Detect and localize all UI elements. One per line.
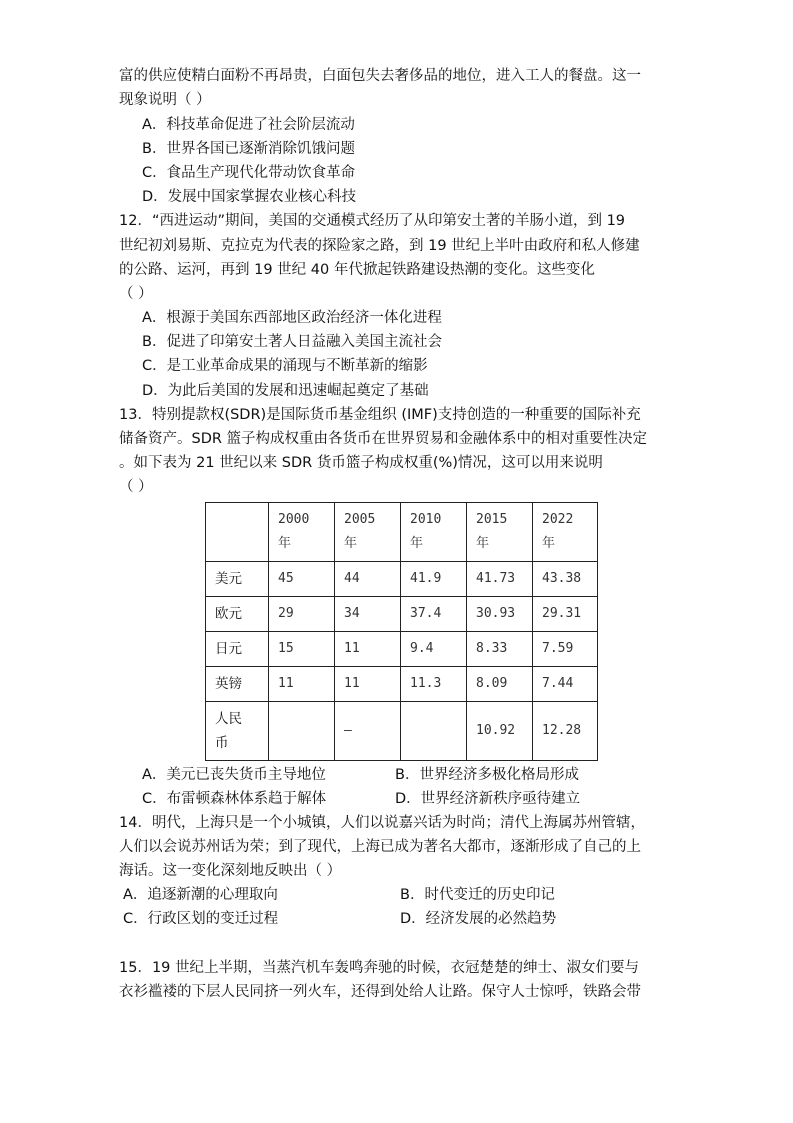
table-header-row: [206, 503, 598, 562]
table-cell: 11.3: [401, 667, 467, 702]
table-cell: 29.31: [533, 597, 598, 632]
table-row: [206, 597, 598, 632]
table-cell: 8.09: [467, 667, 533, 702]
table-cell: 43.38: [533, 562, 598, 597]
table-cell: 11: [335, 667, 401, 702]
year-header-2005: 2005 年: [335, 503, 401, 562]
q11-stem-line-1: 富的供应使精白面粉不再昂贵，白面包失去奢侈品的地位，进入工人的餐盘。这一: [119, 68, 641, 84]
table-cell: —: [335, 702, 401, 761]
table-cell: 7.59: [533, 632, 598, 667]
currency-label-usd: 美元: [206, 562, 269, 597]
year-header-2010: 2010 年: [401, 503, 467, 562]
q14-option-b: B．时代变迁的历史印记: [400, 887, 555, 903]
q13-stem-line-3: 。如下表为 21 世纪以来 SDR 货币篮子构成权重(%)情况，这可以用来说明: [119, 455, 603, 471]
q14-stem-line-3: 海话。这一变化深刻地反映出（ ）: [119, 863, 342, 879]
q11-option-c: C．食品生产现代化带动饮食革命: [142, 165, 356, 181]
table-row: [206, 702, 598, 761]
q13-option-a: A．美元已丧失货币主导地位: [142, 767, 326, 783]
q14-stem-line-1: 14．明代，上海只是一个小城镇，人们以说嘉兴话为时尚；清代上海属苏州管辖，: [119, 815, 645, 831]
table-cell: 37.4: [401, 597, 467, 632]
table-cell: [269, 702, 335, 761]
q12-stem-line-1: 12．“西进运动”期间，美国的交通模式经历了从印第安土著的羊肠小道，到 19: [119, 213, 626, 229]
q15-stem-line-1: 15．19 世纪上半期，当蒸汽机车轰鸣奔驰的时候，衣冠楚楚的绅士、淑女们要与: [119, 960, 640, 976]
table-cell: 44: [335, 562, 401, 597]
table-cell: 11: [269, 667, 335, 702]
table-row: [206, 667, 598, 702]
q14-option-d: D．经济发展的必然趋势: [400, 911, 557, 927]
q14-option-a: A．追逐新潮的心理取向: [123, 887, 278, 903]
q13-stem-line-1: 13．特别提款权(SDR)是国际货币基金组织 (IMF)支持创造的一种重要的国际补充: [119, 407, 641, 423]
table-cell: 15: [269, 632, 335, 667]
q12-stem-line-2: 世纪初刘易斯、克拉克为代表的探险家之路，到 19 世纪上半叶由政府和私人修建: [119, 238, 640, 254]
q13-answer-paren: （ ）: [119, 479, 153, 495]
year-header-2022: 2022 年: [533, 503, 598, 562]
table-cell: [401, 702, 467, 761]
table-cell: 45: [269, 562, 335, 597]
table-cell: 34: [335, 597, 401, 632]
currency-label-jpy: 日元: [206, 632, 269, 667]
currency-label-cny: 人民 币: [206, 702, 269, 761]
year-header-2000: 2000 年: [269, 503, 335, 562]
q12-option-c: C．是工业革命成果的涌现与不断革新的缩影: [142, 358, 428, 374]
q12-option-a: A．根源于美国东西部地区政治经济一体化进程: [142, 310, 442, 326]
q12-answer-paren: （ ）: [119, 286, 153, 302]
q11-option-d: D．发展中国家掌握农业核心科技: [142, 189, 357, 205]
table-cell: 11: [335, 632, 401, 667]
q13-stem-line-2: 储备资产。SDR 篮子构成权重由各货币在世界贸易和金融体系中的相对重要性决定: [119, 431, 648, 447]
table-cell: 41.9: [401, 562, 467, 597]
table-cell: 7.44: [533, 667, 598, 702]
year-header-2015: 2015 年: [467, 503, 533, 562]
table-cell: 9.4: [401, 632, 467, 667]
table-row: [206, 562, 598, 597]
table-cell: 30.93: [467, 597, 533, 632]
table-corner-cell: [206, 503, 269, 562]
q12-option-b: B．促进了印第安土著人日益融入美国主流社会: [142, 334, 442, 350]
table-cell: 41.73: [467, 562, 533, 597]
q11-stem-line-2: 现象说明（ ）: [119, 92, 211, 108]
q11-option-a: A．科技革命促进了社会阶层流动: [142, 117, 355, 133]
q14-stem-line-2: 人们以会说苏州话为荣；到了现代，上海已成为著名大都市，逐渐形成了自己的上: [119, 839, 641, 855]
q11-option-b: B．世界各国已逐渐消除饥饿问题: [142, 141, 355, 157]
q13-option-b: B．世界经济多极化格局形成: [395, 767, 579, 783]
q14-option-c: C．行政区划的变迁过程: [123, 911, 279, 927]
q13-option-d: D．世界经济新秩序亟待建立: [395, 791, 581, 807]
q13-option-c: C．布雷顿森林体系趋于解体: [142, 791, 327, 807]
currency-label-eur: 欧元: [206, 597, 269, 632]
table-cell: 29: [269, 597, 335, 632]
table-row: [206, 632, 598, 667]
table-cell: 10.92: [467, 702, 533, 761]
q12-stem-line-3: 的公路、运河，再到 19 世纪 40 年代掀起铁路建设热潮的变化。这些变化: [119, 262, 595, 278]
q15-stem-line-2: 衣衫褴褛的下层人民同挤一列火车，还得到处给人让路。保守人士惊呼，铁路会带: [119, 984, 641, 1000]
sdr-weight-table: [205, 502, 598, 761]
table-cell: 8.33: [467, 632, 533, 667]
table-cell: 12.28: [533, 702, 598, 761]
q12-option-d: D．为此后美国的发展和迅速崛起奠定了基础: [142, 383, 429, 399]
currency-label-gbp: 英镑: [206, 667, 269, 702]
